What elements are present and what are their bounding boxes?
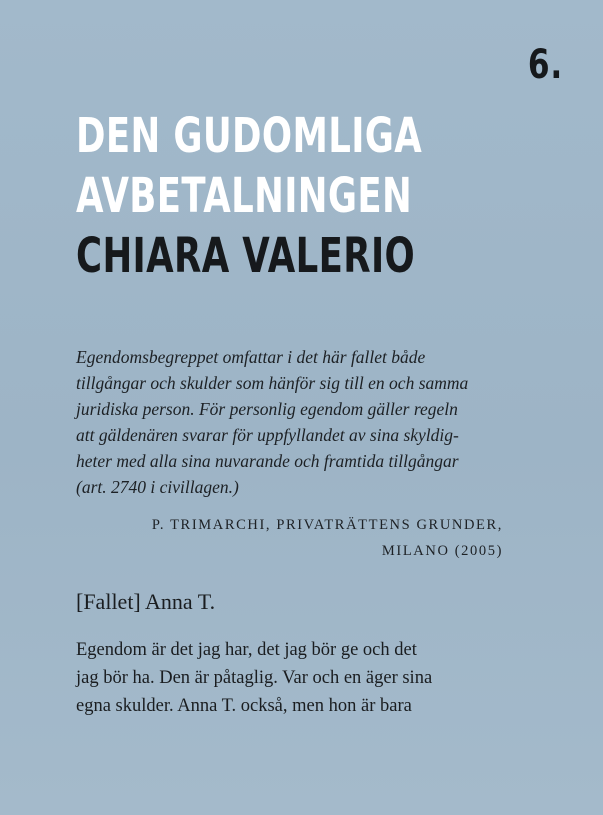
author-name: CHIARA VALERIO (76, 228, 416, 284)
epigraph-citation (152, 512, 503, 564)
body-paragraph: Egendom är det jag har, det jag bör ge och det jag bör ha. Den är påtaglig. Var och en äger sina egna skulder. Anna T. också, men hon är bara (76, 640, 433, 716)
citation-line-2: MILANO (2005) (381, 543, 503, 559)
chapter-title-line-1: DEN GUDOMLIGA (76, 108, 423, 164)
citation-line-1: P. TRIMARCHI, PRIVATRÄTTENS GRUNDER, (151, 517, 503, 533)
section-heading: [Fallet] Anna T. (76, 589, 216, 614)
epigraph-text: Egendomsbegreppet omfattar i det här fallet både tillgångar och skulder som hänför sig till en och samma juridiska person. För personlig egendom gäller regeln att gäldenären svarar för uppfyllandet av sina skyldig- heter med alla sina nuvarande och framtida tillgångar (art. 2740 i civillagen.) (76, 347, 469, 497)
chapter-title-block (76, 106, 546, 286)
chapter-title-line-2: AVBETALNINGEN (76, 168, 413, 224)
chapter-number: 6. (527, 42, 563, 88)
epigraph (76, 344, 516, 500)
